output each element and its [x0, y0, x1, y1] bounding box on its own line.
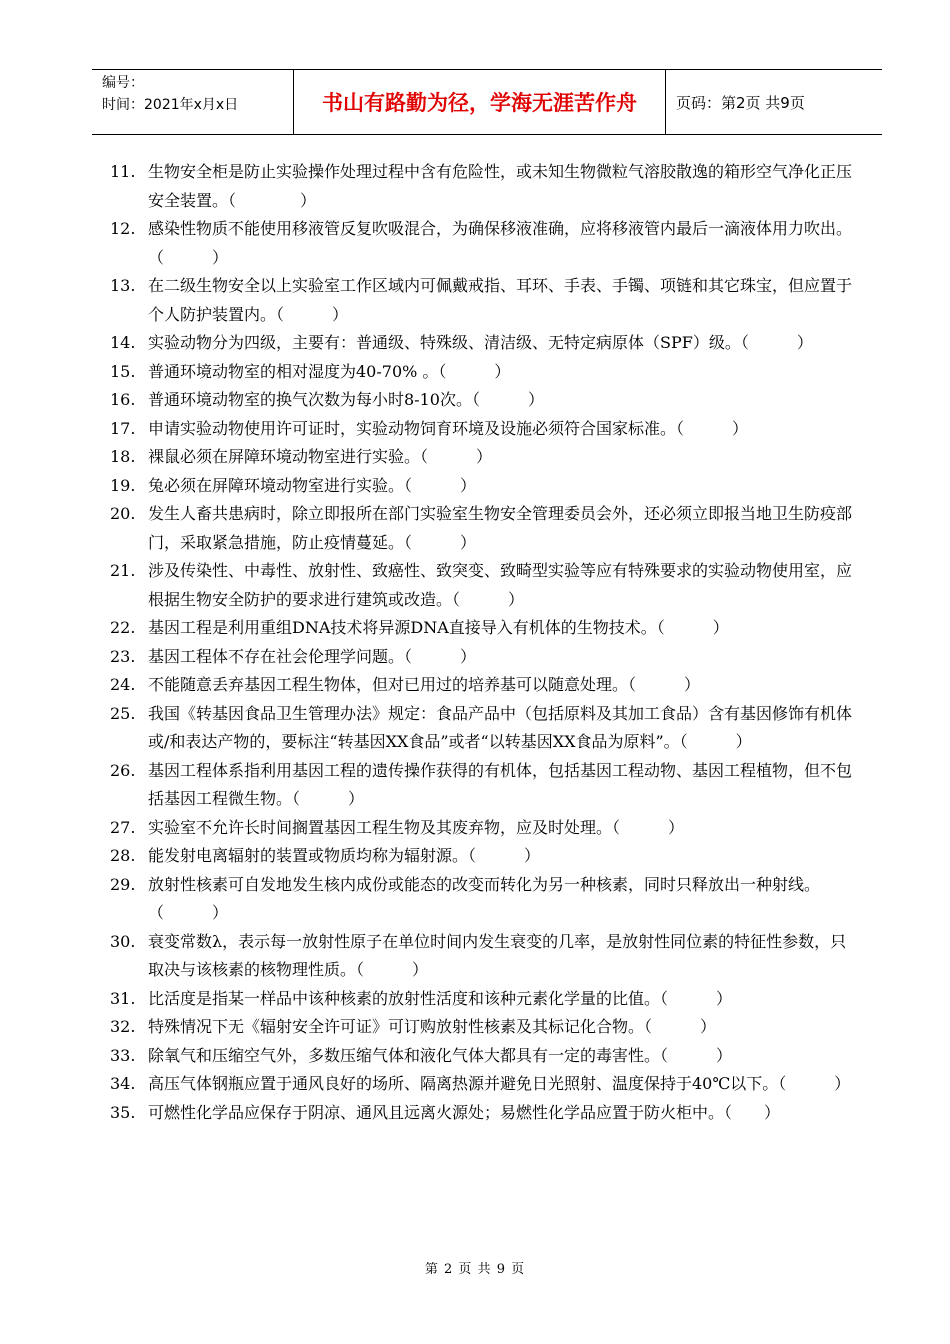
- header-motto: 书山有路勤为径，学海无涯苦作舟: [293, 70, 666, 134]
- question-number: 18.: [110, 447, 136, 466]
- question-item: [102, 871, 862, 928]
- question-number: 33.: [110, 1045, 136, 1065]
- question-item: [102, 700, 862, 757]
- question-item: [102, 472, 862, 501]
- page-header: [92, 69, 882, 135]
- question-item: [102, 158, 862, 215]
- question-text: 感染性物质不能使用移液管反复吹吸混合，为确保移液准确，应将移液管内最后一滴液体用力吹出。（ ）: [148, 219, 853, 267]
- question-item: [102, 757, 862, 814]
- question-item: [102, 814, 862, 843]
- question-number: 30.: [110, 931, 136, 951]
- question-text: 能发射电离辐射的装置或物质均称为辐射源。（ ）: [148, 846, 541, 865]
- question-item: [102, 842, 862, 871]
- question-text: 实验室不允许长时间搁置基因工程生物及其废弃物，应及时处理。（ ）: [148, 817, 685, 837]
- question-item: [102, 358, 862, 387]
- question-number: 21.: [110, 561, 136, 580]
- question-text: 实验动物分为四级，主要有：普通级、特殊级、清洁级、无特定病原体（SPF）级。（ ）: [148, 333, 813, 352]
- question-number: 28.: [110, 846, 136, 865]
- question-number: 34.: [110, 1074, 136, 1093]
- question-text: 基因工程体系指利用基因工程的遗传操作获得的有机体，包括基因工程动物、基因工程植物，但不包括基因工程微生物。（ ）: [148, 760, 853, 808]
- question-item: [102, 415, 862, 444]
- question-text: 基因工程是利用重组DNA技术将异源DNA直接导入有机体的生物技术。（ ）: [148, 618, 729, 637]
- question-text: 生物安全柜是防止实验操作处理过程中含有危险性，或未知生物微粒气溶胶散逸的箱形空气净化正压安全装置。（ ）: [148, 162, 853, 210]
- question-text: 普通环境动物室的相对湿度为40-70% 。（ ）: [148, 361, 511, 381]
- question-item: [102, 215, 862, 272]
- question-text: 不能随意丢弃基因工程生物体，但对已用过的培养基可以随意处理。（ ）: [148, 675, 701, 694]
- question-item: [102, 557, 862, 614]
- question-item: [102, 1070, 862, 1099]
- serial-label: 编号：: [102, 75, 144, 91]
- question-number: 35.: [110, 1102, 136, 1122]
- question-number: 24.: [110, 675, 136, 694]
- question-number: 31.: [110, 988, 136, 1008]
- question-number: 29.: [110, 874, 136, 894]
- header-meta: [92, 70, 293, 134]
- question-number: 17.: [110, 418, 136, 438]
- question-text: 高压气体钢瓶应置于通风良好的场所、隔离热源并避免日光照射、温度保持于40℃以下。（ ）: [148, 1074, 851, 1093]
- question-item: [102, 500, 862, 557]
- question-text: 基因工程体不存在社会伦理学问题。（ ）: [148, 646, 477, 666]
- page-footer: 第 2 页 共 9 页: [424, 1262, 526, 1277]
- question-text: 放射性核素可自发地发生核内成份或能态的改变而转化为另一种核素，同时只释放出一种射线。（ ）: [148, 874, 821, 922]
- question-text: 特殊情况下无《辐射安全许可证》可订购放射性核素及其标记化合物。（ ）: [148, 1017, 717, 1036]
- question-text: 我国《转基因食品卫生管理办法》规定：食品产品中（包括原料及其加工食品）含有基因修饰有机体或/和表达产物的，要标注“转基因XX食品”或者“以转基因XX食品为原料”。（ ）: [148, 703, 853, 751]
- question-text: 发生人畜共患病时，除立即报所在部门实验室生物安全管理委员会外，还必须立即报当地卫生防疫部门，采取紧急措施，防止疫情蔓延。（ ）: [148, 504, 853, 552]
- question-item: [102, 1042, 862, 1071]
- question-item: [102, 1099, 862, 1128]
- question-number: 16.: [110, 390, 136, 409]
- question-item: [102, 329, 862, 358]
- question-text: 普通环境动物室的换气次数为每小时8-10次。（ ）: [148, 390, 544, 409]
- question-item: [102, 671, 862, 700]
- question-item: [102, 928, 862, 985]
- header-page-label: 页码：第2页 共9页: [676, 93, 805, 112]
- question-text: 涉及传染性、中毒性、放射性、致癌性、致突变、致畸型实验等应有特殊要求的实验动物使用室，应根据生物安全防护的要求进行建筑或改造。（ ）: [148, 561, 853, 609]
- question-number: 20.: [110, 504, 136, 523]
- question-number: 32.: [110, 1017, 136, 1036]
- question-number: 15.: [110, 361, 136, 381]
- question-item: [102, 614, 862, 643]
- question-text: 比活度是指某一样品中该种核素的放射性活度和该种元素化学量的比值。（ ）: [148, 988, 733, 1008]
- question-number: 11.: [110, 162, 136, 181]
- question-number: 22.: [110, 618, 136, 637]
- question-item: [102, 643, 862, 672]
- time-label: 时间：2021年x月x日: [102, 97, 239, 113]
- question-text: 可燃性化学品应保存于阴凉、通风且远离火源处；易燃性化学品应置于防火柜中。（ ）: [148, 1102, 781, 1122]
- question-number: 12.: [110, 219, 136, 238]
- question-number: 13.: [110, 276, 136, 295]
- question-item: [102, 272, 862, 329]
- question-text: 除氧气和压缩空气外，多数压缩气体和液化气体大都具有一定的毒害性。（ ）: [148, 1045, 733, 1065]
- question-item: [102, 443, 862, 472]
- question-number: 26.: [110, 760, 136, 780]
- question-text: 兔必须在屏障环境动物室进行实验。（ ）: [148, 475, 477, 495]
- question-item: [102, 386, 862, 415]
- question-number: 23.: [110, 646, 136, 666]
- question-number: 27.: [110, 817, 136, 837]
- question-list: [102, 158, 862, 1127]
- question-number: 19.: [110, 475, 136, 495]
- question-text: 在二级生物安全以上实验室工作区域内可佩戴戒指、耳环、手表、手镯、项链和其它珠宝，但应置于个人防护装置内。（ ）: [148, 276, 853, 324]
- question-text: 申请实验动物使用许可证时，实验动物饲育环境及设施必须符合国家标准。（ ）: [148, 418, 749, 438]
- question-item: [102, 985, 862, 1014]
- question-number: 25.: [110, 703, 136, 723]
- question-number: 14.: [110, 333, 136, 352]
- question-text: 裸鼠必须在屏障环境动物室进行实验。（ ）: [148, 447, 493, 466]
- question-text: 衰变常数λ，表示每一放射性原子在单位时间内发生衰变的几率，是放射性同位素的特征性参数，只取决与该核素的核物理性质。（ ）: [148, 931, 847, 979]
- question-item: [102, 1013, 862, 1042]
